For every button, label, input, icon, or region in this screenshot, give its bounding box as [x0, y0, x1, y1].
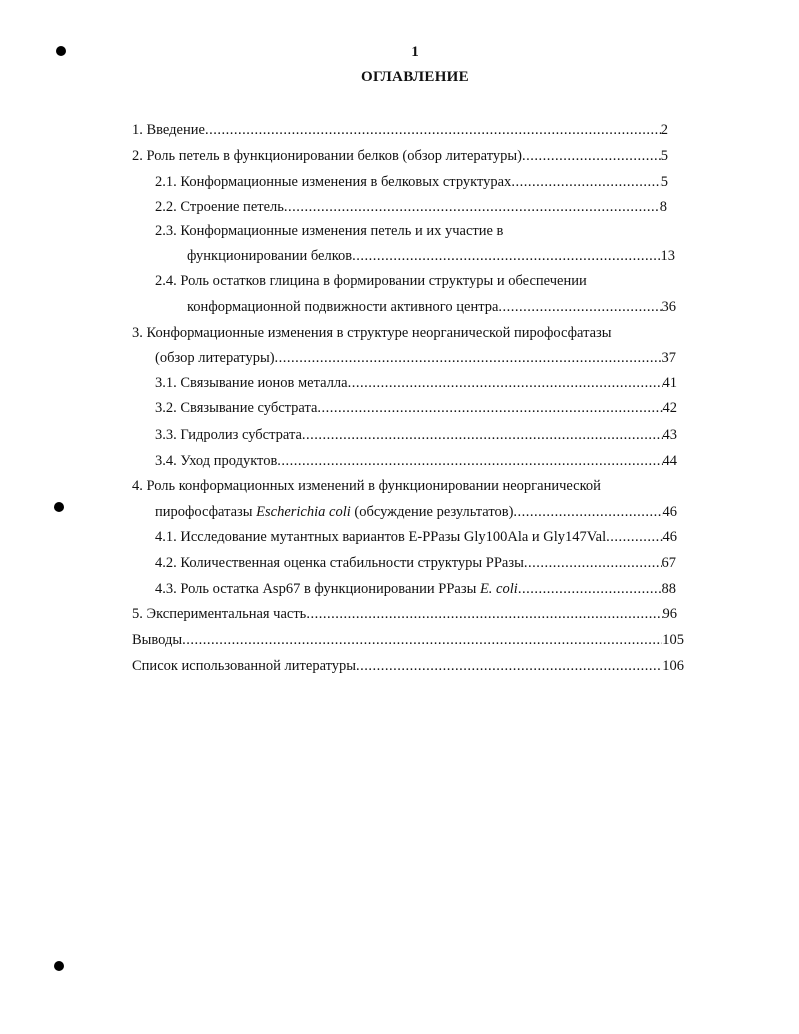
toc-entry-page: 46	[662, 504, 677, 520]
toc-entry-page: 8	[659, 199, 667, 215]
toc-entry-title: 1. Введение	[132, 122, 205, 138]
toc-entry-page: 5	[660, 148, 668, 164]
toc-leader-dots	[522, 146, 661, 166]
toc-leader-dots	[205, 120, 661, 140]
toc-entry-page: 41	[662, 375, 677, 391]
toc-entry-title: 4. Роль конформационных изменений в функционировании неорганической	[132, 478, 601, 494]
toc-entry-title: 2.1. Конформационные изменения в белковых структурах	[155, 174, 512, 190]
toc-entry-title: конформационной подвижности активного центра	[187, 299, 499, 315]
toc-entry-title: (обзор литературы)	[155, 350, 275, 366]
toc-entry[interactable]	[155, 197, 667, 217]
toc-entry-page: 42	[662, 400, 677, 416]
toc-leader-dots	[352, 246, 660, 266]
toc-entry-page: 67	[661, 555, 676, 571]
toc-entry-title: 3. Конформационные изменения в структуре неорганической пирофосфатазы	[132, 325, 612, 341]
toc-entry-title: 2.3. Конформационные изменения петель и их участие в	[155, 223, 504, 239]
toc-leader-dots	[356, 656, 662, 676]
toc-entry-page: 88	[661, 581, 676, 597]
toc-leader-dots	[511, 172, 660, 192]
toc-entry-title: Список использованной литературы	[132, 658, 357, 674]
toc-leader-dots	[182, 630, 662, 650]
toc-leader-dots	[306, 604, 662, 624]
toc-entry-title: 3.4. Уход продуктов	[155, 453, 278, 469]
toc-entry-title: 2.2. Строение петель	[155, 199, 284, 215]
toc-entry[interactable]	[155, 172, 668, 192]
toc-entry[interactable]	[155, 579, 676, 599]
toc-entry-title: 2. Роль петель в функционировании белков (обзор литературы)	[132, 148, 522, 164]
toc-entry[interactable]	[155, 451, 677, 471]
toc-entry[interactable]	[132, 630, 684, 650]
toc-entry-page: 46	[662, 529, 677, 545]
toc-entry-title: 4.2. Количественная оценка стабильности структуры PPазы	[155, 555, 524, 571]
toc-leader-dots	[524, 553, 662, 573]
toc-entry-page: 96	[662, 606, 677, 622]
toc-entry[interactable]	[155, 271, 587, 291]
toc-entry-page: 5	[660, 174, 668, 190]
toc-entry-page: 44	[662, 453, 677, 469]
toc-leader-dots	[284, 197, 660, 217]
toc-leader-dots	[606, 527, 662, 547]
toc-entry[interactable]	[155, 527, 677, 547]
toc-entry-page: 105	[662, 632, 684, 648]
toc-leader-dots	[302, 425, 663, 445]
toc-entry-page: 106	[662, 658, 684, 674]
toc-entry-page: 43	[662, 427, 677, 443]
toc-leader-dots	[513, 502, 662, 522]
species-name: E. coli	[479, 581, 518, 597]
toc-entry-title: 3.3. Гидролиз субстрата	[155, 427, 302, 443]
toc-entry-page: 2	[660, 122, 668, 138]
toc-leader-dots	[348, 373, 663, 393]
toc-entry-title: пирофосфатазы Escherichia coli (обсуждение результатов)	[155, 504, 514, 520]
toc-entry-title: 5. Экспериментальная часть	[132, 606, 307, 622]
toc-leader-dots	[498, 297, 661, 317]
toc-entry[interactable]	[155, 348, 676, 368]
toc-entry-title: 2.4. Роль остатков глицина в формировании структуры и обеспечении	[155, 273, 587, 289]
toc-entry[interactable]	[155, 373, 677, 393]
toc-entry-title: 3.2. Связывание субстрата	[155, 400, 318, 416]
toc-entry[interactable]	[132, 146, 668, 166]
toc-entry-title: 3.1. Связывание ионов металла	[155, 375, 348, 391]
toc-entry[interactable]	[132, 656, 684, 676]
toc-leader-dots	[317, 398, 662, 418]
toc-entry[interactable]	[155, 425, 677, 445]
toc-leader-dots	[518, 579, 662, 599]
toc-entry[interactable]	[155, 221, 503, 241]
toc-entry-page: 36	[661, 299, 676, 315]
page-title: ОГЛАВЛЕНИЕ	[361, 69, 469, 85]
toc-entry[interactable]	[155, 502, 677, 522]
toc-entry[interactable]	[132, 120, 668, 140]
toc-leader-dots	[277, 451, 662, 471]
toc-entry[interactable]	[187, 297, 676, 317]
toc-entry-page: 37	[661, 350, 676, 366]
toc-entry-title: 4.3. Роль остатка Asp67 в функционировании PPазы E. coli	[155, 581, 518, 597]
toc-entry[interactable]	[155, 553, 676, 573]
toc-entry-title: Выводы	[132, 632, 183, 648]
toc-entry-title: 4.1. Исследование мутантных вариантов E-PPазы Gly100Ala и Gly147Val	[155, 529, 607, 545]
toc-entry[interactable]	[187, 246, 675, 266]
toc-entry-page: 13	[660, 248, 675, 264]
toc-entry[interactable]	[155, 398, 677, 418]
toc-entry[interactable]	[132, 323, 612, 343]
toc-entry[interactable]	[132, 476, 601, 496]
toc-entry-title: функционировании белков	[187, 248, 353, 264]
toc-leader-dots	[275, 348, 662, 368]
page-number: 1	[411, 44, 419, 60]
species-name: Escherichia coli	[256, 504, 351, 520]
toc-entry[interactable]	[132, 604, 677, 624]
